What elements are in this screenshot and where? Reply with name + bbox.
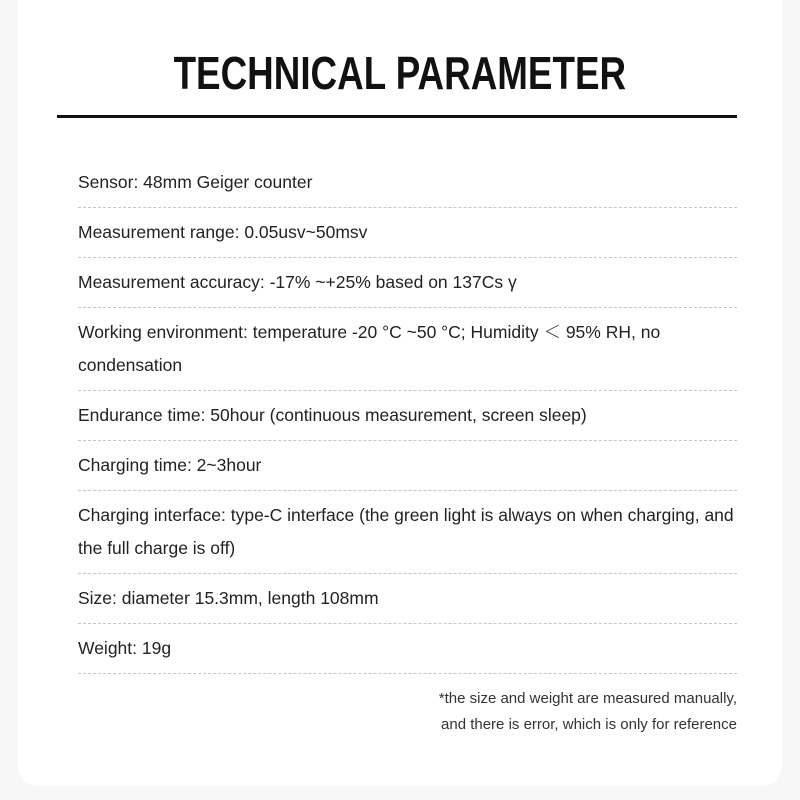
spec-row-sensor: Sensor: 48mm Geiger counter xyxy=(78,158,737,208)
spec-row-charging-time: Charging time: 2~3hour xyxy=(78,441,737,491)
footnote-line-1: *the size and weight are measured manually, xyxy=(438,690,737,707)
title-underline xyxy=(57,115,737,118)
spec-card xyxy=(18,0,782,786)
title-section xyxy=(18,0,782,99)
spec-row-weight: Weight: 19g xyxy=(78,624,737,674)
spec-row-working-environment: Working environment: temperature -20 °C ~50 °C; Humidity ＜ 95% RH, no condensation xyxy=(78,308,737,391)
spec-row-measurement-range: Measurement range: 0.05usv~50msv xyxy=(78,208,737,258)
footnote-line-2: and there is error, which is only for reference xyxy=(441,716,737,733)
spec-row-measurement-accuracy: Measurement accuracy: -17% ~+25% based on 137Cs γ xyxy=(78,258,737,308)
spec-row-endurance-time: Endurance time: 50hour (continuous measurement, screen sleep) xyxy=(78,391,737,441)
spec-row-charging-interface: Charging interface: type-C interface (the green light is always on when charging, and the full charge is off) xyxy=(78,491,737,574)
footnote xyxy=(18,686,782,738)
page-title: TECHNICAL PARAMETER xyxy=(173,47,627,99)
spec-list xyxy=(18,158,782,674)
spec-row-size: Size: diameter 15.3mm, length 108mm xyxy=(78,574,737,624)
